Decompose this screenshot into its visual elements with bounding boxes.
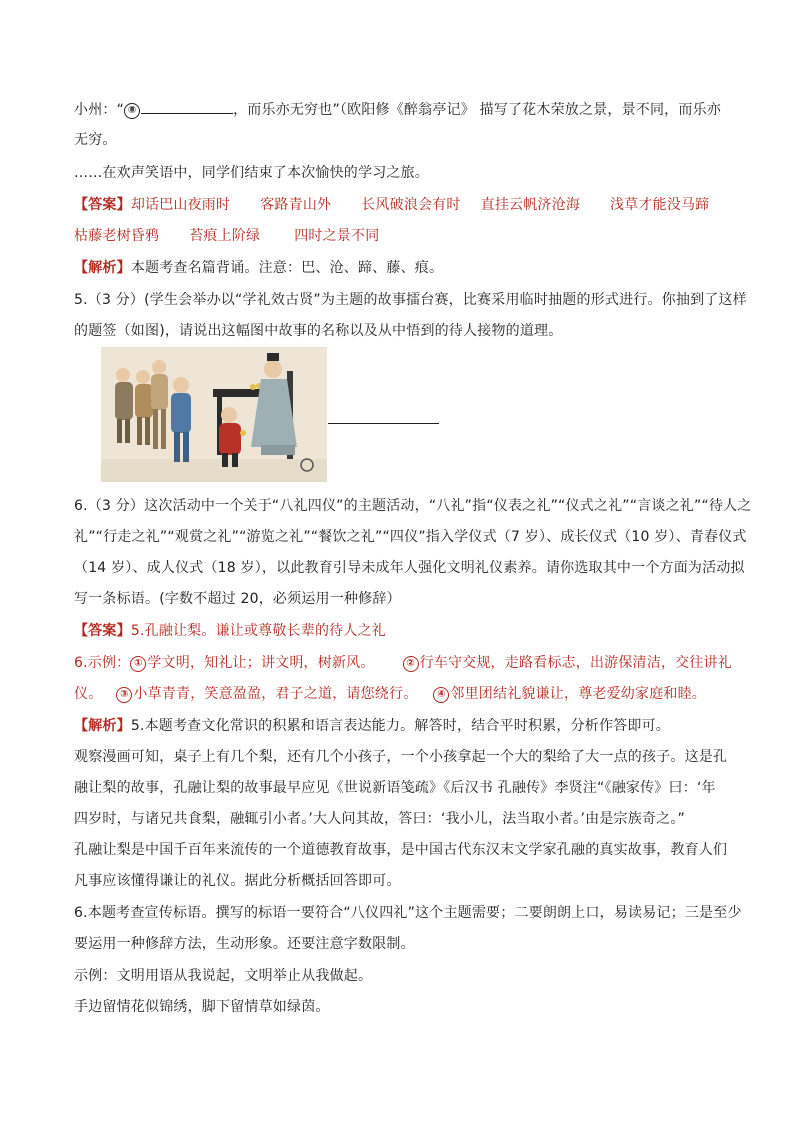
example-2: 行车守交规，走路看标志，出游保清洁，交往讲礼 [419,655,732,671]
analysis-text: 本题考查名篇背诵。注意：巴、沧、蹄、藤、痕。 [130,260,444,276]
answer-item: 却话巴山夜雨时 [130,197,231,213]
example-2-cont: 仪。 [74,686,103,702]
answer-tag: 【答案】 [74,197,131,213]
number-3: ③ [116,687,132,703]
analysis-5-line-1 [74,716,734,736]
answer-6-line-2 [74,684,734,704]
number-2: ② [403,656,419,672]
q4-analysis [74,258,734,278]
answer-line [328,423,439,424]
answer-tag: 【答案】 [74,623,131,639]
analysis-5-line-2: 观察漫画可知，桌子上有几个梨，还有几个小孩子，一个小孩拿起一个大的梨给了大一点的孩子。这是孔 [74,749,728,765]
q6-line-4: 写一条标语。(字数不超过 20，必须运用一种修辞） [74,591,401,607]
example-line-2: 手边留情花似锦绣，脚下留情草如绿茵。 [74,999,330,1015]
q5-line-1: 5.（3 分）(学生会举办以“学礼效古贤”为主题的故事擂台赛，比赛采用临时抽题的形式进行。你抽到了这样 [74,292,747,308]
analysis-6-line-2: 要运用一种修辞方法，生动形象。还要注意字数限制。 [74,936,415,952]
number-1: ① [130,656,146,672]
answer-item: 客路青山外 [260,197,332,213]
answer-item: 枯藤老树昏鸦 [74,228,160,244]
analysis-5-line-4: 四岁时，与诸兄共食梨，融辄引小者。’大人问其故，答曰：‘我小儿，法当取小者。’由是宗族奇之。” [74,811,686,827]
answer-5-text: 5.孔融让梨。谦让或尊敬长辈的待人之礼 [130,623,386,639]
answer-6-prefix: 6.示例： [74,655,131,671]
q6-line-1: 6.（3 分）这次活动中一个关于“八礼四仪”的主题活动，“八礼”指“仪表之礼”“仪式之礼”“言谈之礼”“待人之 [74,498,752,514]
fill-blank [141,99,233,114]
blank-number-8: ⑧ [124,103,140,119]
q4-line-3: ……在欢声笑语中，同学们结束了本次愉快的学习之旅。 [74,165,429,181]
q6-line-3: （14 岁）、成人仪式（18 岁），以此教育引导未成年人强化文明礼仪素养。请你选取其中一个方面为活动拟 [74,560,745,576]
answer-item: 直挂云帆济沧海 [480,197,581,213]
analysis-tag: 【解析】 [74,718,131,734]
q4-answer-row-1 [74,195,734,215]
analysis-5-line-5: 孔融让梨是中国千百年来流传的一个道德教育故事，是中国古代东汉末文学家孔融的真实故事，教育人们 [74,842,728,858]
example-3: 小草青青，笑意盈盈，君子之道，请您绕行。 [133,686,418,702]
q4-line-1 [74,99,734,120]
answer-item: 四时之景不同 [294,228,380,244]
q4-line-2: 无穷。 [74,132,117,148]
example-1: 学文明，知礼让；讲文明，树新风。 [147,655,375,671]
analysis-text: 5.本题考查文化常识的积累和语言表达能力。解答时，结合平时积累，分析作答即可。 [130,718,670,734]
q4-answer-row-2 [74,226,734,246]
q4-line-1-end: ，而乐亦无穷也”（欧阳修《醉翁亭记》 描写了花木荣放之景，景不同，而乐亦 [233,102,721,118]
answer-5 [74,621,734,641]
number-4: ④ [433,687,449,703]
kong-rong-pear-illustration [101,347,327,482]
analysis-5-line-3: 融让梨的故事，孔融让梨的故事最早应见《世说新语笺疏》《后汉书 孔融传》李贤注“《融家传》曰：‘年 [74,780,716,796]
analysis-6-line-1: 6.本题考查宣传标语。撰写的标语一要符合“八仪四礼”这个主题需要；二要朗朗上口，易读易记；三是至少 [74,905,742,921]
painting-svg [101,347,327,482]
q5-line-2: 的题签（如图)，请说出这幅图中故事的名称以及从中悟到的待人接物的道理。 [74,323,563,339]
example-4: 邻里团结礼貌谦让，尊老爱幼家庭和睦。 [450,686,707,702]
q4-line-1-start: 小州：“ [74,102,125,118]
q6-line-2: 礼”“行走之礼”“观赏之礼”“游览之礼”“餐饮之礼”“四仪”指入学仪式（7 岁）、成长仪式（10 岁）、青春仪式 [74,529,747,545]
answer-item: 苔痕上阶绿 [189,228,261,244]
answer-item: 浅草才能没马蹄 [610,197,710,213]
analysis-5-line-6: 凡事应该懂得谦让的礼仪。据此分析概括回答即可。 [74,873,401,889]
example-line-1: 示例：文明用语从我说起，文明举止从我做起。 [74,968,373,984]
analysis-tag: 【解析】 [74,260,131,276]
answer-item: 长风破浪会有时 [361,197,461,213]
answer-6-line-1 [74,653,734,673]
